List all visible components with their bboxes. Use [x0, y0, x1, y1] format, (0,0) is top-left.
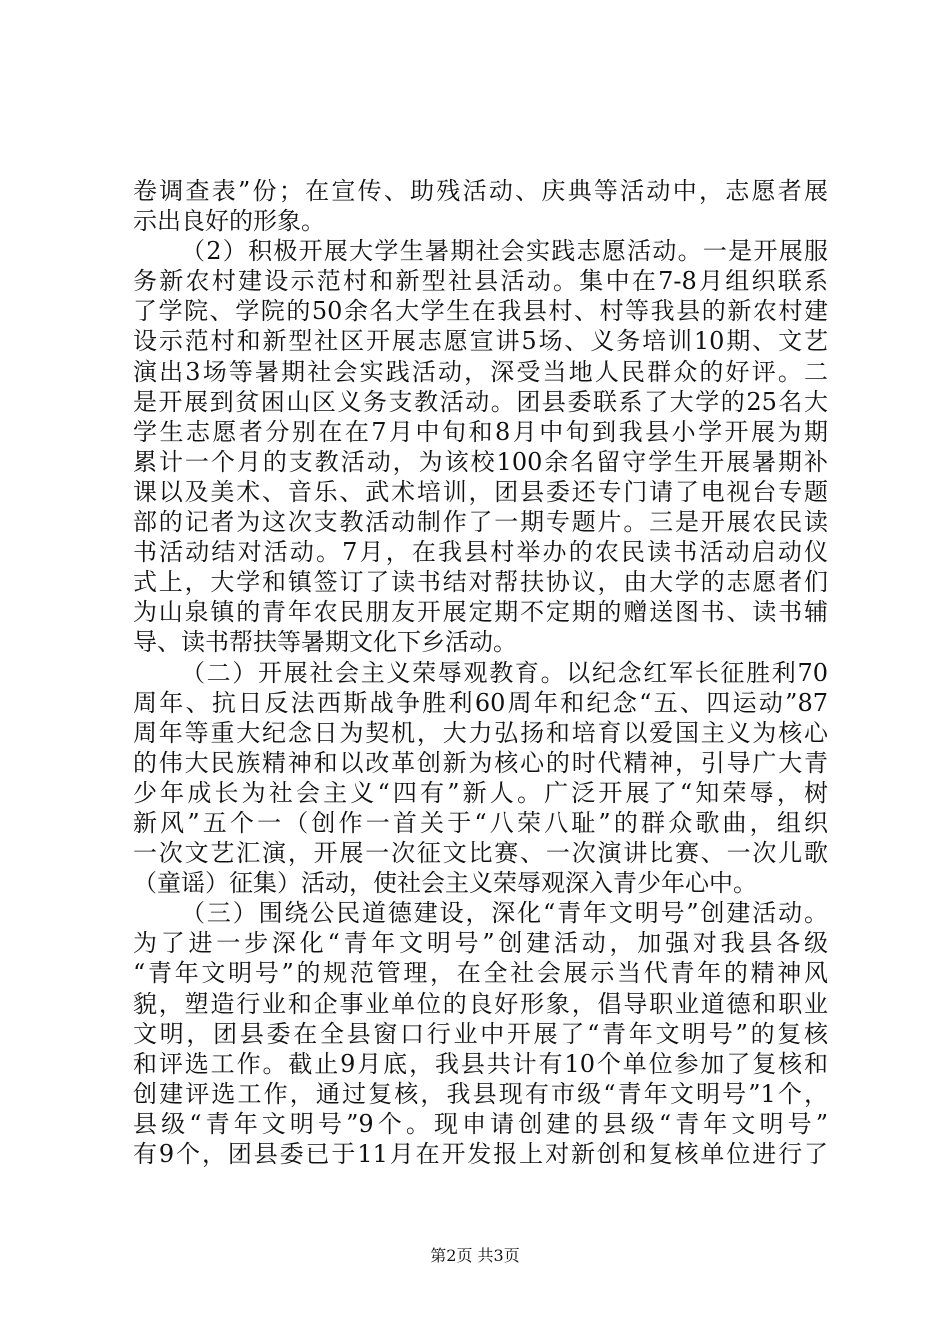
text-line: 书活动结对活动。7月，在我县村举办的农民读书活动启动仪 [133, 538, 828, 567]
text-line: 一次文艺汇演，开展一次征文比赛、一次演讲比赛、一次儿歌 [133, 839, 828, 868]
text-line: 课以及美术、音乐、武术培训，团县委还专门请了电视台专题 [133, 477, 828, 506]
text-line: 文明，团县委在全县窗口行业中开展了“青年文明号”的复核 [133, 1019, 828, 1048]
text-line: 周年等重大纪念日为契机，大力弘扬和培育以爱国主义为核心 [133, 718, 828, 747]
text-line: 了学院、学院的50余名大学生在我县村、村等我县的新农村建 [133, 297, 828, 326]
text-line: 创建评选工作，通过复核，我县现有市级“青年文明号”1个， [133, 1079, 828, 1108]
page-footer: 第2页 共3页 [430, 1246, 520, 1265]
text-line: 部的记者为这次支教活动制作了一期专题片。三是开展农民读 [133, 508, 828, 537]
text-line: 为了进一步深化“青年文明号”创建活动，加强对我县各级 [133, 929, 828, 958]
text-line: （童谣）征集）活动，使社会主义荣辱观深入青少年心中。 [133, 869, 757, 898]
text-line: 为山泉镇的青年农民朋友开展定期不定期的赠送图书、读书辅 [133, 598, 828, 627]
text-line: （二）开展社会主义荣辱观教育。以纪念红军长征胜利70 [181, 658, 828, 687]
text-line: 务新农村建设示范村和新型社县活动。集中在7-8月组织联系 [133, 267, 828, 296]
text-line: 和评选工作。截止9月底，我县共计有10个单位参加了复核和 [133, 1049, 828, 1078]
text-line: 周年、抗日反法西斯战争胜利60周年和纪念“五、四运动”87 [133, 688, 828, 717]
text-line: 演出3场等暑期社会实践活动，深受当地人民群众的好评。二 [133, 357, 828, 386]
text-line: 示出良好的形象。 [133, 207, 325, 236]
text-line: 的伟大民族精神和以改革创新为核心的时代精神，引导广大青 [133, 748, 828, 777]
text-line: 学生志愿者分别在在7月中旬和8月中旬到我县小学开展为期 [133, 417, 828, 446]
text-line: 是开展到贫困山区义务支教活动。团县委联系了大学的25名大 [133, 387, 828, 416]
text-line: （三）围绕公民道德建设，深化“青年文明号”创建活动。 [181, 899, 828, 928]
text-line: 县级“青年文明号”9个。现申请创建的县级“青年文明号” [133, 1109, 828, 1138]
text-line: 少年成长为社会主义“四有”新人。广泛开展了“知荣辱，树 [133, 778, 828, 807]
text-line: 有9个，团县委已于11月在开发报上对新创和复核单位进行了 [133, 1140, 828, 1168]
text-line: 累计一个月的支教活动，为该校100余名留守学生开展暑期补 [133, 447, 828, 476]
text-line: 新风”五个一（创作一首关于“八荣八耻”的群众歌曲，组织 [133, 808, 828, 837]
text-line: （2）积极开展大学生暑期社会实践志愿活动。一是开展服 [181, 237, 828, 266]
text-line: 式上，大学和镇签订了读书结对帮扶协议，由大学的志愿者们 [133, 568, 828, 597]
text-line: 貌，塑造行业和企事业单位的良好形象，倡导职业道德和职业 [133, 989, 828, 1018]
text-line: 导、读书帮扶等暑期文化下乡活动。 [133, 628, 517, 657]
body-text [133, 176, 828, 1169]
text-line: 设示范村和新型社区开展志愿宣讲5场、义务培训10期、文艺 [133, 327, 828, 356]
text-line: 卷调查表”份；在宣传、助残活动、庆典等活动中，志愿者展 [133, 177, 828, 205]
text-line: “青年文明号”的规范管理，在全社会展示当代青年的精神风 [133, 959, 828, 988]
